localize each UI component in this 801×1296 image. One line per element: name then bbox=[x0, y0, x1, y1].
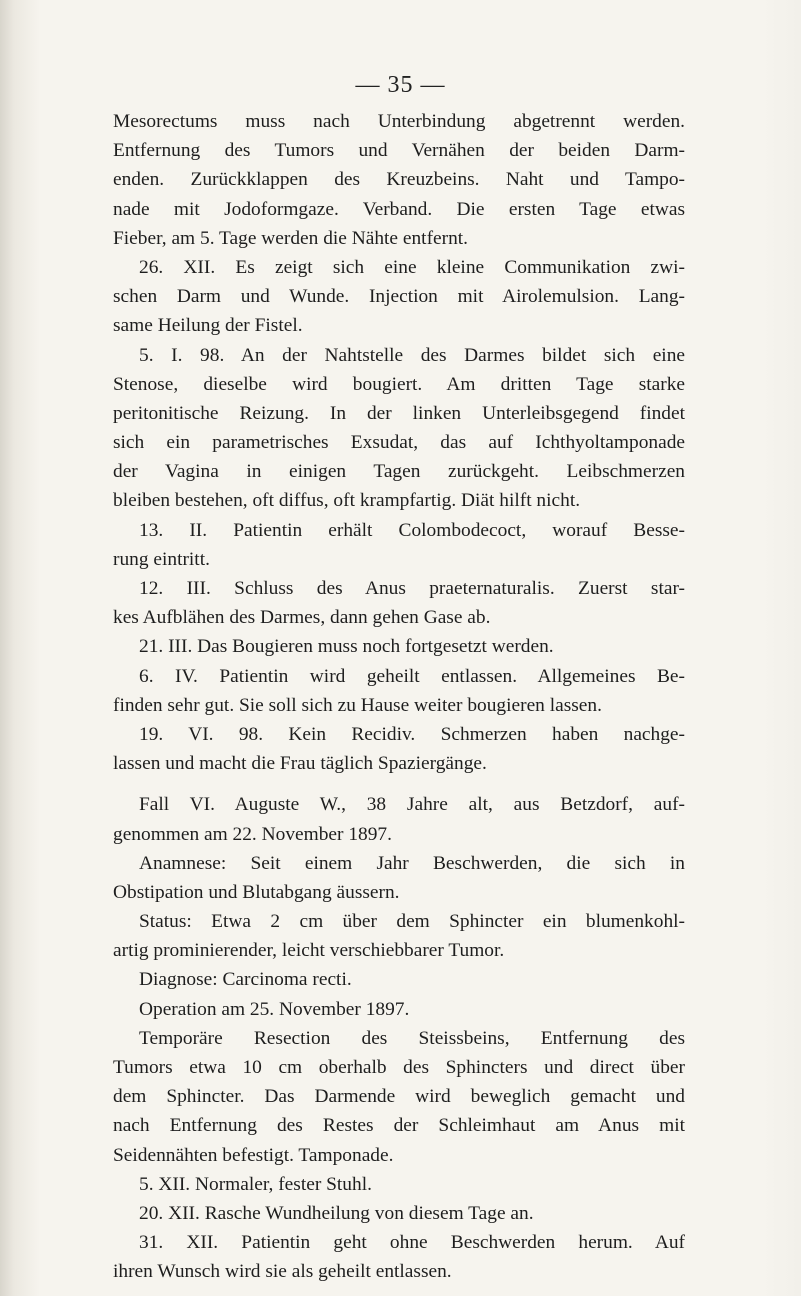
case-paragraphs bbox=[113, 790, 685, 1286]
text-line: nach Entfernung des Restes der Schleimhaut am Anus mit bbox=[113, 1115, 685, 1137]
section-gap bbox=[113, 778, 685, 790]
text-line: finden sehr gut. Sie soll sich zu Hause weiter bougieren lassen. bbox=[113, 694, 602, 716]
body-paragraphs bbox=[113, 107, 685, 778]
text-line: Stenose, dieselbe wird bougiert. Am dritten Tage starke bbox=[113, 373, 685, 395]
text-line: enden. Zurückklappen des Kreuzbeins. Naht und Tampo- bbox=[113, 169, 685, 191]
text-line: artig prominierender, leicht verschiebbarer Tumor. bbox=[113, 940, 505, 962]
text-line: 5. XII. Normaler, fester Stuhl. bbox=[139, 1173, 372, 1195]
text-line: kes Aufblähen des Darmes, dann gehen Gase ab. bbox=[113, 607, 491, 629]
page-number: — 35 — bbox=[355, 72, 446, 98]
text-line: ihren Wunsch wird sie als geheilt entlassen. bbox=[113, 1261, 452, 1283]
text-line: peritonitische Reizung. In der linken Unterleibsgegend findet bbox=[113, 402, 685, 424]
text-line: rung eintritt. bbox=[113, 548, 210, 570]
text-line: 20. XII. Rasche Wundheilung von diesem Tage an. bbox=[139, 1202, 534, 1224]
text-line: 12. III. Schluss des Anus praeternaturalis. Zuerst star- bbox=[139, 578, 685, 599]
text-line: Fall VI. Auguste W., 38 Jahre alt, aus Betzdorf, auf- bbox=[139, 794, 685, 816]
text-line: Tumors etwa 10 cm oberhalb des Sphincters und direct über bbox=[113, 1057, 685, 1078]
text-line: Temporäre Resection des Steissbeins, Entfernung des bbox=[139, 1027, 685, 1049]
text-line: Status: Etwa 2 cm über dem Sphincter ein blumenkohl- bbox=[139, 911, 685, 933]
text-line: Anamnese: Seit einem Jahr Beschwerden, die sich in bbox=[139, 852, 685, 874]
text-line: 31. XII. Patientin geht ohne Beschwerden herum. Auf bbox=[139, 1232, 685, 1254]
text-line: nade mit Jodoformgaze. Verband. Die ersten Tage etwas bbox=[113, 198, 685, 220]
text-line: Mesorectums muss nach Unterbindung abgetrennt werden. bbox=[113, 111, 685, 132]
text-line: 21. III. Das Bougieren muss noch fortgesetzt werden. bbox=[139, 636, 554, 658]
text-line: Seidennähten befestigt. Tamponade. bbox=[113, 1144, 394, 1166]
text-line: genommen am 22. November 1897. bbox=[113, 823, 392, 845]
text-line: lassen und macht die Frau täglich Spaziergänge. bbox=[113, 753, 487, 775]
text-line: 5. I. 98. An der Nahtstelle des Darmes bildet sich eine bbox=[139, 344, 685, 366]
text-line: Fieber, am 5. Tage werden die Nähte entfernt. bbox=[113, 227, 469, 249]
text-line: same Heilung der Fistel. bbox=[113, 315, 303, 337]
text-line: 26. XII. Es zeigt sich eine kleine Communikation zwi- bbox=[139, 256, 685, 278]
text-line: sich ein parametrisches Exsudat, das auf Ichthyoltamponade bbox=[113, 432, 685, 454]
text-line: Entfernung des Tumors und Vernähen der beiden Darm- bbox=[113, 140, 685, 162]
text-line: Operation am 25. November 1897. bbox=[139, 998, 410, 1020]
text-line: Diagnose: Carcinoma recti. bbox=[139, 969, 352, 991]
page-text bbox=[113, 107, 685, 1287]
text-line: 19. VI. 98. Kein Recidiv. Schmerzen haben nachge- bbox=[139, 723, 685, 745]
text-line: dem Sphincter. Das Darmende wird beweglich gemacht und bbox=[113, 1086, 685, 1108]
text-line: Obstipation und Blutabgang äussern. bbox=[113, 881, 400, 903]
text-line: bleiben bestehen, oft diffus, oft krampfartig. Diät hilft nicht. bbox=[113, 490, 581, 512]
text-line: der Vagina in einigen Tagen zurückgeht. Leibschmerzen bbox=[113, 461, 685, 483]
text-line: 6. IV. Patientin wird geheilt entlassen. Allgemeines Be- bbox=[139, 665, 685, 687]
text-line: schen Darm und Wunde. Injection mit Airolemulsion. Lang- bbox=[113, 286, 685, 308]
text-line: 13. II. Patientin erhält Colombodecoct, worauf Besse- bbox=[139, 519, 685, 541]
